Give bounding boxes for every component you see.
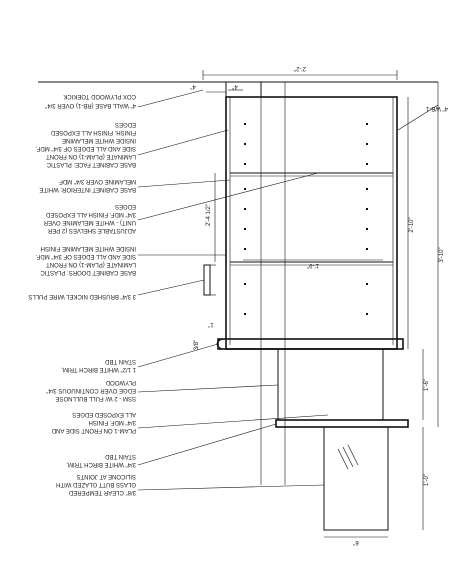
- pin-hole: [366, 143, 368, 145]
- callout-c1-line-2: 4" WALL BASE (RB-1) OVER 3/4": [45, 102, 136, 108]
- shelf-pin-holes: [244, 123, 368, 315]
- dim-inner-span-label: 1'-9": [307, 262, 319, 268]
- callout-c10-line-2: 3/4" WHITE BIRCH TRIM,: [66, 461, 136, 467]
- callout-c5-line-3: LAMINATE (PLAM-1) ON FRONT: [46, 261, 136, 267]
- callout-c4-line-2: 3/4" MDF. FINISH ALL EXPOSED: [46, 211, 136, 217]
- callout-c3-line-1: MELAMINE OVER 3/4" MDF: [59, 178, 136, 184]
- pin-hole: [244, 248, 246, 250]
- callout-c2-line-2: FINISH. FINISH ALL EXPOSED: [50, 129, 136, 135]
- callout-c7-line-2: 1 1/2" WHITE BIRCH TRIM,: [61, 366, 136, 372]
- glass-hatch-2: [343, 447, 353, 467]
- pin-hole: [366, 163, 368, 165]
- callout-c4-line-1: EDGES: [114, 203, 136, 209]
- callout-c8-line-3: SSM - 2 W/ FULL BULLNOSE: [55, 395, 136, 401]
- dim-shelf-upper-label: 2'-4 1/2": [206, 204, 212, 226]
- callout-c8-line-1: PLYWOOD: [105, 379, 136, 385]
- pin-hole: [366, 313, 368, 315]
- callout-c11-line-1: SILICONE AT JOINTS: [76, 473, 136, 479]
- toe-kick: [226, 82, 261, 97]
- callout-c11-line-2: GLASS BUTT GLAZED WITH: [56, 481, 136, 487]
- upper-ledge: [276, 420, 408, 427]
- callout-c7-line-1: STAIN TBD: [105, 358, 136, 364]
- callout-c9-line-2: 3/4" MDF. FINISH: [88, 419, 136, 425]
- dimension-lines: [203, 70, 438, 537]
- leader-c3: [138, 180, 230, 187]
- dim-cabinet-height-label: 2'-10": [409, 217, 415, 233]
- pin-hole: [366, 283, 368, 285]
- callout-c2-line-4: SIDE AND ALL EDGES OF 3/4" MDF.: [35, 145, 136, 151]
- callout-c8-line-2: EDGE OVER CONTINUOUS 3/4": [46, 387, 136, 393]
- callout-c5-line-2: SIDE AND ALL EDGES OF 3/4" MDF.: [35, 253, 136, 259]
- pin-hole: [366, 228, 368, 230]
- leader-c8: [138, 385, 278, 392]
- wb-tag: 4" WB-1: [425, 105, 448, 111]
- callout-c4-line-4: ADJUSTABLE SHELVES (2 PER: [47, 227, 136, 233]
- dim-total-height-label: 3'-10": [439, 247, 445, 263]
- pin-hole: [366, 188, 368, 190]
- dim-toe-bottom-label: 3/8": [194, 339, 200, 351]
- callout-c4-line-3: UNIT) - WHITE MELAMINE OVER: [43, 219, 136, 225]
- callout-c9-line-1: ALL EXPOSED EDGES: [72, 411, 136, 417]
- glass-panel: [324, 427, 388, 530]
- upper-panel: [278, 349, 383, 420]
- leader-c10: [138, 424, 276, 465]
- dim-top-small-label: 4": [190, 83, 196, 89]
- pin-hole: [244, 208, 246, 210]
- wire-pull: [204, 265, 210, 295]
- callout-c2-line-3: INSIDE WHITE MELAMINE: [61, 137, 136, 143]
- pin-hole: [244, 228, 246, 230]
- dim-mid-height-label: 1'-6": [424, 379, 430, 391]
- leader-c9: [138, 415, 328, 428]
- dim-top-small-2-label: 4": [232, 83, 238, 89]
- callout-c9-line-3: PLAM-1 ON FRONT SIDE AND: [51, 427, 136, 433]
- callout-c6-line-1: 3 3/4" BRUSHED NICKEL WIRE PULLS: [28, 293, 136, 299]
- dim-glass-width-label: 6": [353, 539, 359, 545]
- leader-c7: [138, 344, 218, 367]
- pin-hole: [244, 163, 246, 165]
- pin-hole: [244, 188, 246, 190]
- callouts: [28, 93, 448, 495]
- callout-c11-line-3: 3/8" CLEAR TEMPERED: [68, 489, 136, 495]
- dim-overall-width-label: 2'-2": [294, 65, 306, 71]
- callout-c1-line-1: COX PLYWOOD TOEKICK: [63, 93, 136, 99]
- glass-hatch-3: [338, 449, 348, 469]
- leader-c6: [138, 280, 204, 295]
- callout-c2-line-6: BASE CABINET FACE: PLASTIC: [46, 161, 136, 167]
- pin-hole: [366, 123, 368, 125]
- pin-hole: [244, 313, 246, 315]
- dim-lower-height-label: 1'-0": [424, 474, 430, 486]
- dim-toe-left-label: 1": [208, 321, 214, 327]
- pin-hole: [366, 248, 368, 250]
- leader-c1: [138, 90, 203, 107]
- base-cabinet-box: [226, 97, 397, 349]
- glass-hatch-1: [348, 445, 358, 465]
- callout-c10-line-1: STAIN TBD: [105, 453, 136, 459]
- pin-hole: [366, 208, 368, 210]
- pin-hole: [244, 143, 246, 145]
- callout-c2-line-1: EDGES: [114, 121, 136, 127]
- callout-c5-line-4: BASE CABINET DOORS: PLASTIC: [40, 269, 136, 275]
- callout-c3-line-2: BASE CABINET INTERIOR: WHITE: [39, 186, 136, 192]
- leader-c2: [138, 130, 228, 155]
- dimension-text: [190, 65, 445, 545]
- callout-c2-line-5: LAMINATE (PLAM-1) ON FRONT: [46, 153, 136, 159]
- pin-hole: [244, 123, 246, 125]
- callout-c5-line-1: INSIDE WHITE MELAMINE FINISH: [40, 245, 136, 251]
- countertop: [218, 339, 403, 349]
- leader-c11: [138, 485, 324, 490]
- pin-hole: [244, 283, 246, 285]
